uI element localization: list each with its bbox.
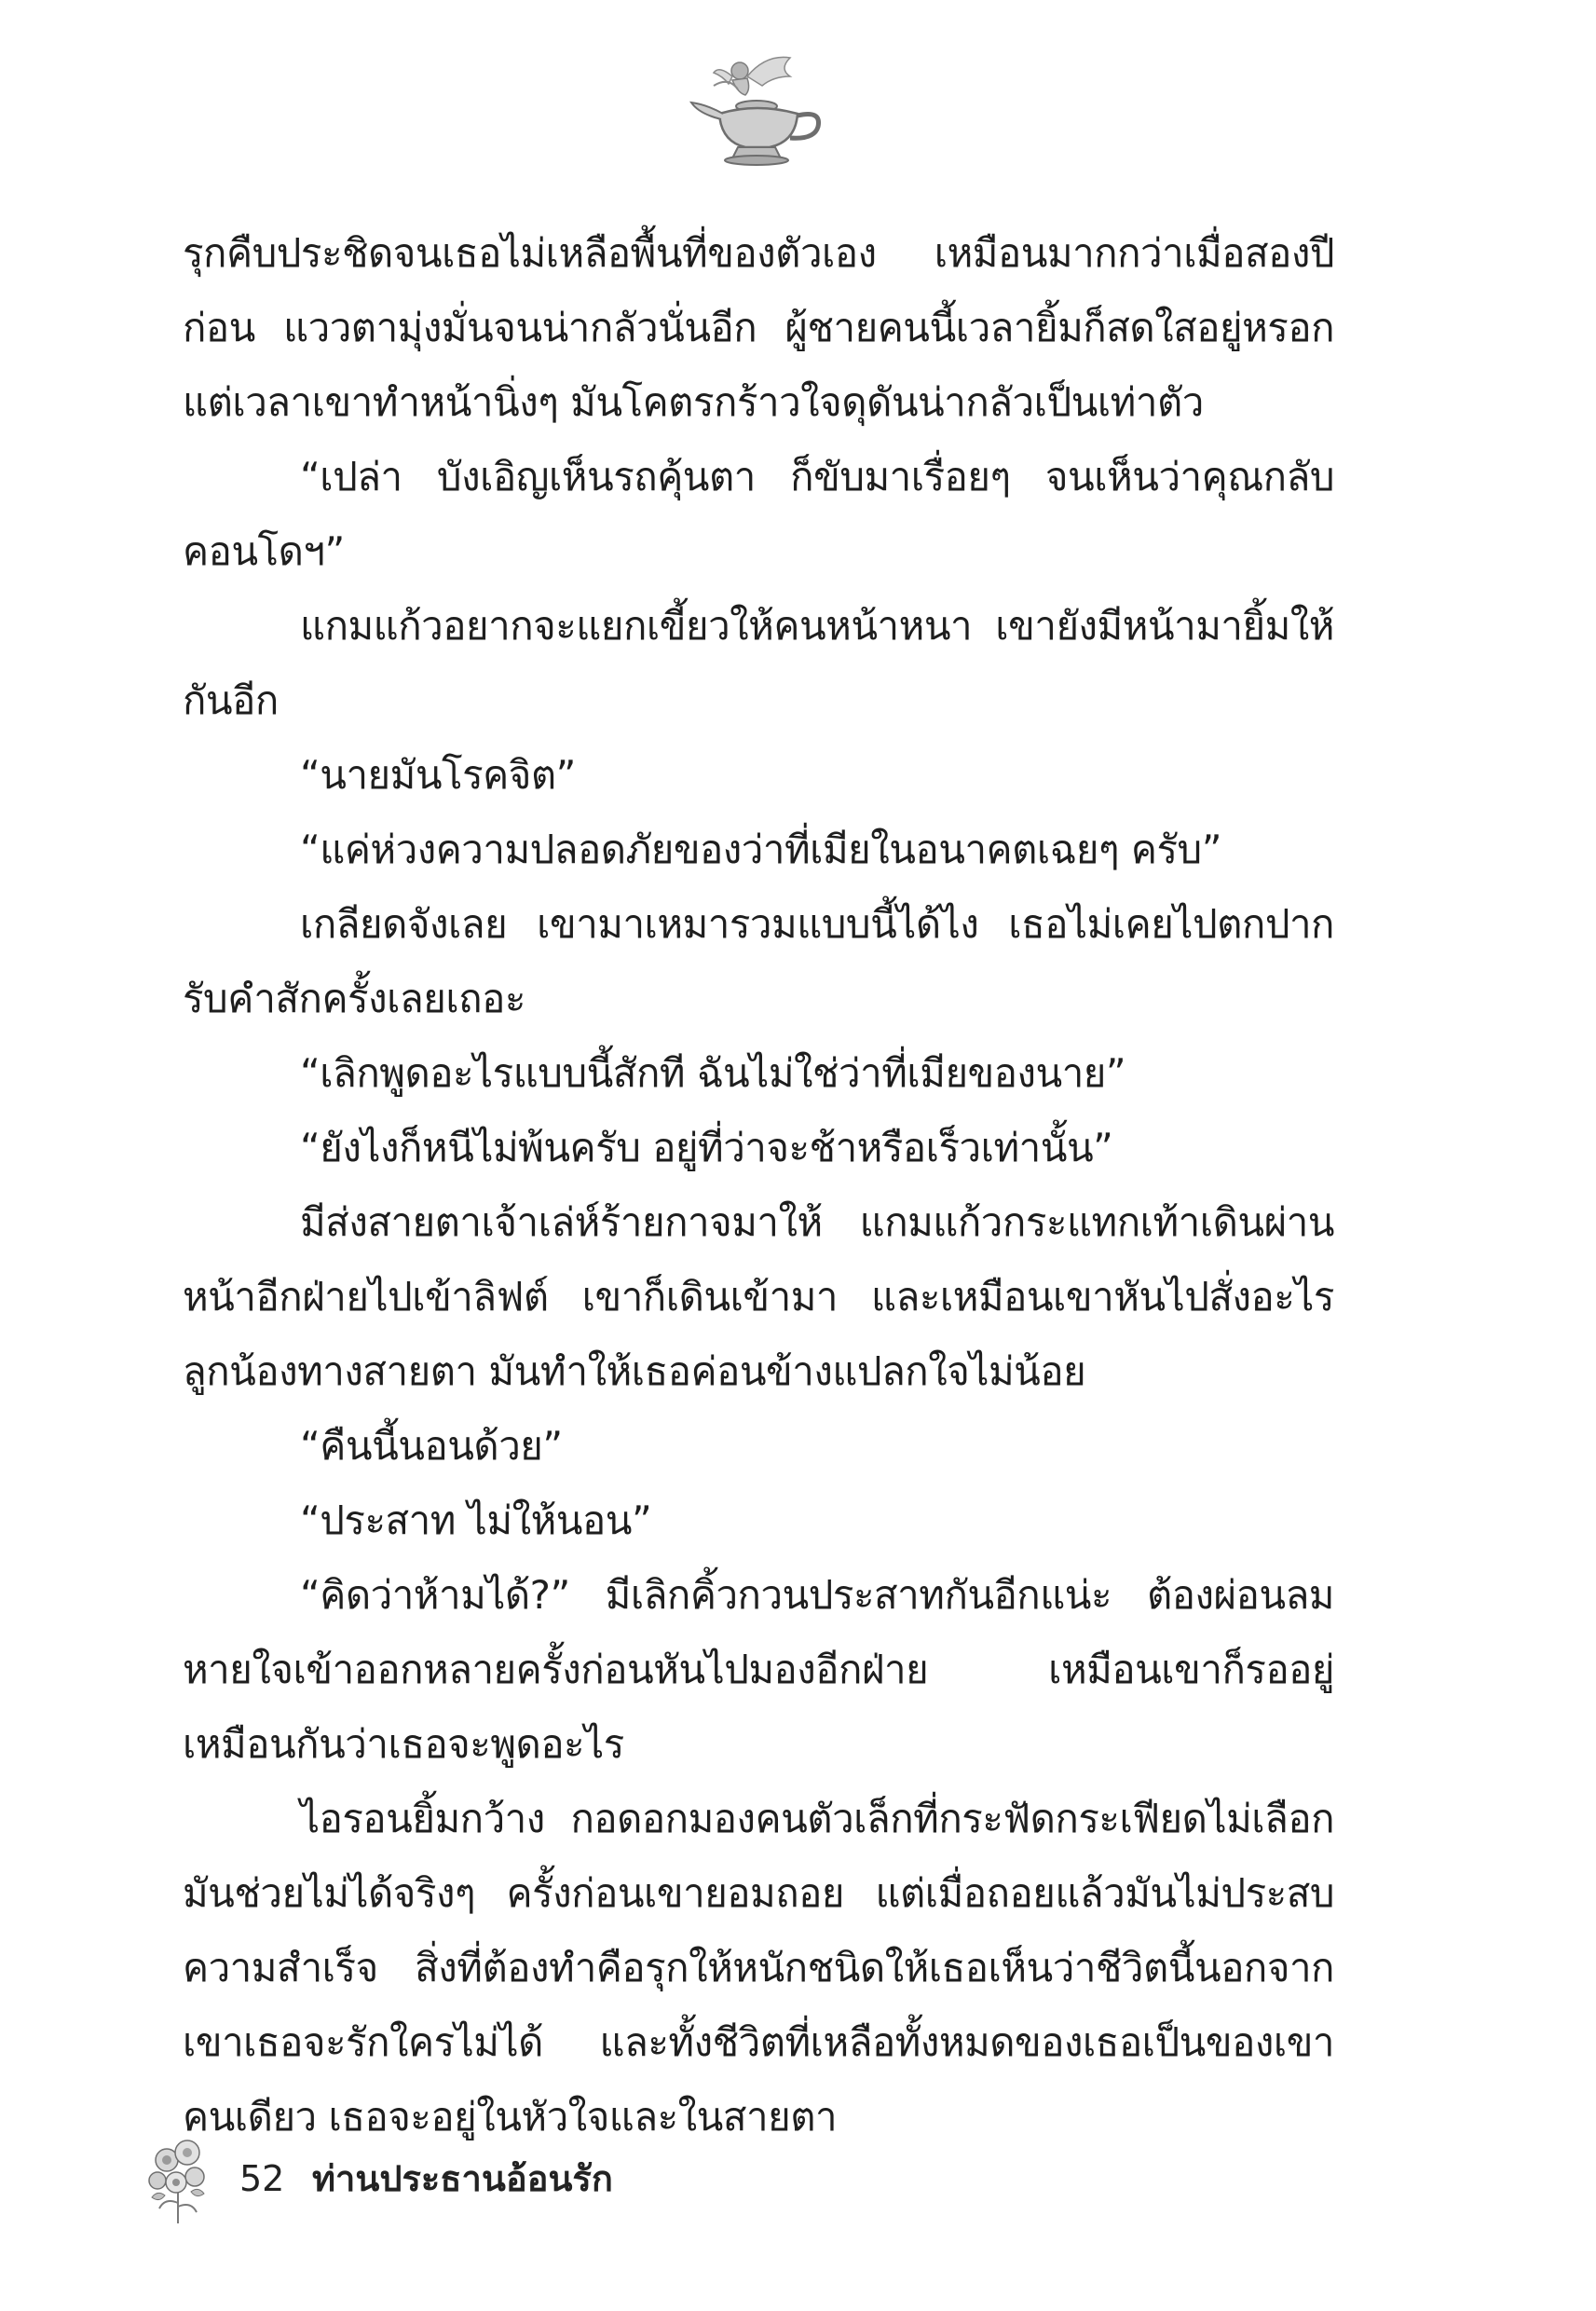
paragraph: มีส่งสายตาเจ้าเล่ห์ร้ายกาจมาให้ แกมแก้วกระแทกเท้าเดินผ่านหน้าอีกฝ่ายไปเข้าลิฟต์ เขาก็เดินเข้ามา และเหมือนเขาหันไปสั่งอะไรลูกน้องทางสายตา มันทำให้เธอค่อนข้างแปลกใจไม่น้อย <box>183 1199 1334 1394</box>
paragraph: “เปล่า บังเอิญเห็นรถคุ้นตา ก็ขับมาเรื่อยๆ จนเห็นว่าคุณกลับคอนโดฯ” <box>183 454 1334 574</box>
paragraph: “คืนนี้นอนด้วย” <box>300 1423 563 1469</box>
paragraph: “นายมันโรคจิต” <box>300 752 576 798</box>
paragraph: รุกคืบประชิดจนเธอไม่เหลือพื้นที่ของตัวเอง เหมือนมากกว่าเมื่อสองปีก่อน แววตามุ่งมั่นจนน่ากลัวนั่นอีก ผู้ชายคนนี้เวลายิ้มก็สดใสอยู่หรอก แต่เวลาเขาทำหน้านิ่งๆ มันโคตรกร้าวใจดุดันน่ากลัวเป็นเท่าตัว <box>183 230 1334 425</box>
paragraph: “ประสาท ไม่ให้นอน” <box>300 1497 652 1543</box>
body-text <box>183 216 1334 2154</box>
paragraph: “คิดว่าห้ามได้?” มีเลิกคิ้วกวนประสาทกันอีกแน่ะ ต้องผ่อนลมหายใจเข้าออกหลายครั้งก่อนหันไปมองอีกฝ่าย เหมือนเขาก็รออยู่เหมือนกันว่าเธอจะพูดอะไร <box>183 1572 1334 1767</box>
paragraph: แกมแก้วอยากจะแยกเขี้ยวให้คนหน้าหนา เขายังมีหน้ามายิ้มให้กันอีก <box>183 603 1334 723</box>
paragraph: ไอรอนยิ้มกว้าง กอดอกมองคนตัวเล็กที่กระฟัดกระเฟียดไม่เลือกมันช่วยไม่ได้จริงๆ ครั้งก่อนเขายอมถอย แต่เมื่อถอยแล้วมันไม่ประสบความสำเร็จ สิ่งที่ต้องทำคือรุกให้หนักชนิดให้เธอเห็นว่าชีวิตนี้นอกจากเขาเธอจะรักใครไม่ได้ และทั้งชีวิตที่เหลือทั้งหมดของเธอเป็นของเขาคนเดียว เธอจะอยู่ในหัวใจและในสายตา <box>183 1796 1334 2140</box>
paragraph: เกลียดจังเลย เขามาเหมารวมแบบนี้ได้ไง เธอไม่เคยไปตกปากรับคำสักครั้งเลยเถอะ <box>183 901 1334 1021</box>
page-number: 52 <box>239 2158 285 2199</box>
cupid-lamp-ornament-icon <box>686 48 827 168</box>
flower-bouquet-icon <box>144 2132 211 2225</box>
book-title: ท่านประธานอ้อนรัก <box>312 2158 613 2199</box>
page-footer <box>144 2132 797 2225</box>
paragraph: “ยังไงก็หนีไม่พ้นครับ อยู่ที่ว่าจะช้าหรือเร็วเท่านั้น” <box>300 1125 1113 1170</box>
paragraph: “แค่ห่วงความปลอดภัยของว่าที่เมียในอนาคตเฉยๆ ครับ” <box>300 827 1221 872</box>
paragraph: “เลิกพูดอะไรแบบนี้สักที ฉันไม่ใช่ว่าที่เมียของนาย” <box>300 1050 1126 1096</box>
